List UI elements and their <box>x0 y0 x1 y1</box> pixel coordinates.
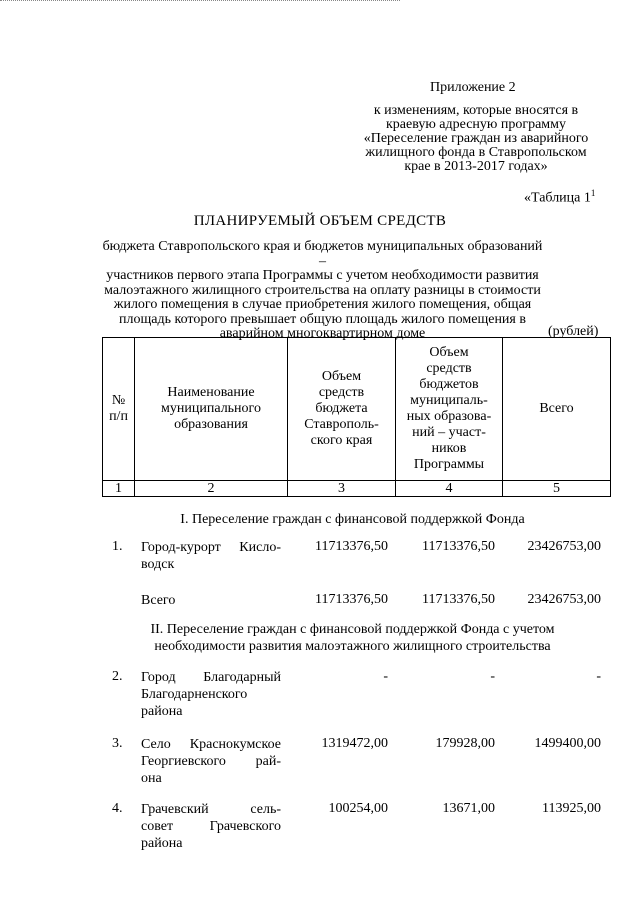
subtitle-line: «Переселение граждан из аварийного <box>363 131 589 146</box>
row-value-municipal: 11713376,50 <box>422 539 495 554</box>
description-line: бюджета Ставропольского края и бюджетов муниципальных образований – <box>102 239 543 269</box>
table-label <box>524 188 595 207</box>
row-number: 4. <box>112 801 123 816</box>
column-number: 1 <box>103 481 135 497</box>
header-text: бюджетов <box>419 377 479 392</box>
document-heading: ПЛАНИРУЕМЫЙ ОБЪЕМ СРЕДСТВ <box>193 213 447 229</box>
header-text: средств <box>318 385 365 400</box>
row-name-line: Город-курорт Кисло- <box>141 540 281 555</box>
row-name-line: она <box>141 771 162 786</box>
table-label-text: «Таблица 1 <box>524 190 591 206</box>
header-text: № <box>111 393 126 408</box>
column-number: 4 <box>396 481 503 497</box>
section-heading-line: необходимости развития малоэтажного жилищного строительства <box>154 639 551 654</box>
header-text: ского края <box>310 433 373 448</box>
row-name-line: Город Благодарный <box>141 670 281 685</box>
currency-note: (рублей) <box>548 324 599 339</box>
table-label-footnote: 1 <box>590 188 596 198</box>
row-value-total: 23426753,00 <box>527 592 601 607</box>
header-text: ний – участ- <box>412 425 486 440</box>
header-text: Наименование <box>167 385 255 400</box>
header-row <box>103 338 611 481</box>
row-name-line: Благодарненского <box>141 687 248 702</box>
description-line: малоэтажного жилищного строительства на оплату разницы в стоимости <box>104 282 541 298</box>
row-value-municipal: 179928,00 <box>435 736 495 751</box>
row-value-municipal: 11713376,50 <box>422 592 495 607</box>
row-value-total: 113925,00 <box>542 801 601 816</box>
row-name-line: района <box>141 704 183 719</box>
header-text: образования <box>174 417 248 432</box>
description-line: площадь которого превышает общую площадь жилого помещения в <box>119 311 526 327</box>
header-text: ных образова- <box>406 409 492 424</box>
subtitle-line: краевую адресную программу <box>385 117 567 132</box>
row-value-regional: 11713376,50 <box>315 539 388 554</box>
row-value-total: 1499400,00 <box>534 736 601 751</box>
row-number: 1. <box>112 539 123 554</box>
row-value-municipal: 13671,00 <box>442 801 495 816</box>
row-value-total: - <box>596 669 601 684</box>
row-name <box>141 669 281 720</box>
description-line: аварийном многоквартирном доме <box>219 326 426 341</box>
row-name-line: Всего <box>141 593 176 608</box>
section-heading-2 <box>100 621 605 655</box>
header-text: ников <box>431 441 467 456</box>
header-cell-total <box>503 338 611 481</box>
row-name-line: водск <box>141 557 175 572</box>
subtitle-line: жилищного фонда в Ставропольском <box>365 145 587 160</box>
description-line: жилого помещения в случае приобретения жилого помещения, общая <box>113 297 532 312</box>
header-text: Программы <box>413 457 485 472</box>
row-name-line: Село Краснокумское <box>141 737 281 752</box>
header-cell-number <box>103 338 135 481</box>
row-value-municipal: - <box>490 669 495 684</box>
header-text: Объем <box>321 369 362 384</box>
scan-artifact-line <box>0 0 400 4</box>
column-number: 5 <box>503 481 611 497</box>
section-heading-1: I. Переселение граждан с финансовой поддержкой Фонда <box>180 512 525 527</box>
column-number-row <box>103 481 611 497</box>
header-text: Ставрополь- <box>304 417 379 432</box>
row-value-total: 23426753,00 <box>527 539 601 554</box>
header-text: п/п <box>109 409 128 424</box>
row-name <box>141 801 281 852</box>
document-description <box>100 240 545 342</box>
row-name <box>141 736 281 787</box>
row-number: 2. <box>112 669 123 684</box>
row-name-line: совет Грачевского <box>141 819 281 834</box>
row-value-regional: 100254,00 <box>328 801 388 816</box>
subtitle-line: крае в 2013-2017 годах» <box>404 159 548 174</box>
section-heading-line: II. Переселение граждан с финансовой поддержкой Фонда с учетом <box>150 622 555 637</box>
appendix-subtitle <box>330 104 622 174</box>
header-text: Объем <box>429 345 469 360</box>
description-line: участников первого этапа Программы с учетом необходимости развития <box>106 268 539 283</box>
header-cell-name <box>135 338 288 481</box>
row-name-line: Грачевский сель- <box>141 802 281 817</box>
header-text: муниципального <box>161 401 261 416</box>
subtitle-line: к изменениям, которые вносятся в <box>373 103 579 118</box>
table-header <box>102 337 611 497</box>
row-value-regional: - <box>383 669 388 684</box>
column-number: 2 <box>135 481 288 497</box>
header-text: муниципаль- <box>410 393 488 408</box>
header-text: средств <box>426 361 472 376</box>
row-number: 3. <box>112 736 123 751</box>
row-name-line: района <box>141 836 183 851</box>
header-text: Всего <box>539 401 574 416</box>
header-text: бюджета <box>315 401 368 416</box>
row-name-line: Георгиевского рай- <box>141 754 281 769</box>
appendix-label: Приложение 2 <box>430 80 516 95</box>
row-value-regional: 1319472,00 <box>321 736 388 751</box>
header-cell-regional-budget <box>288 338 396 481</box>
column-number: 3 <box>288 481 396 497</box>
header-cell-municipal-budget <box>396 338 503 481</box>
row-name <box>141 539 281 573</box>
row-value-regional: 11713376,50 <box>315 592 388 607</box>
row-name <box>141 592 281 609</box>
